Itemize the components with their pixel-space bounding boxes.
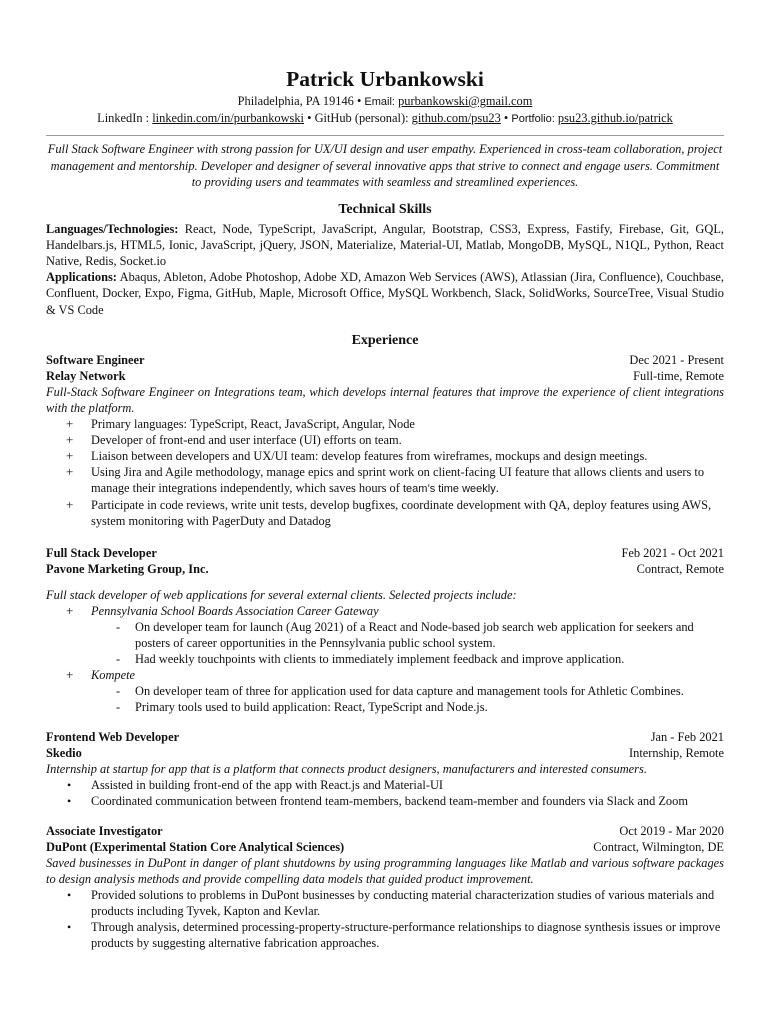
list-item: - On developer team of three for application used for data capture and management tools for Athletic Combines. <box>116 683 684 698</box>
job-description: Internship at startup for app that is a platform that connects product designers, manufacturers and interested consumers. <box>46 761 647 776</box>
job-bullets <box>46 416 724 529</box>
project-name: Pennsylvania School Boards Association Career Gateway <box>91 603 379 618</box>
job-dates: Feb 2021 - Oct 2021 <box>621 545 724 560</box>
job-bullets <box>46 887 724 951</box>
list-item: + Developer of front-end and user interface (UI) efforts on team. <box>66 431 402 447</box>
github-link[interactable]: github.com/psu23 <box>411 111 501 125</box>
languages-label: Languages/Technologies: <box>46 221 179 236</box>
bullet-marker: • <box>67 777 72 792</box>
job-type: Contract, Wilmington, DE <box>593 839 724 854</box>
candidate-name: Patrick Urbankowski <box>286 67 484 91</box>
contact-line-1 <box>46 93 724 110</box>
plus-marker: + <box>66 415 74 431</box>
divider <box>46 135 724 136</box>
time-saved: team’s time weekly <box>403 482 496 495</box>
dash-marker: - <box>116 699 121 714</box>
bullet-marker: • <box>67 919 72 934</box>
plus-marker: + <box>66 602 74 618</box>
portfolio-label: Portfolio: <box>511 113 555 125</box>
job-company: Relay Network <box>46 368 126 383</box>
applications-label: Applications: <box>46 270 117 285</box>
list-item: - Primary tools used to build application: React, TypeScript and Node.js. <box>116 699 488 714</box>
languages-line <box>46 221 724 270</box>
plus-marker: + <box>66 666 74 682</box>
separator: • <box>307 111 312 125</box>
project-details <box>46 619 724 667</box>
dash-marker: - <box>116 651 121 666</box>
plus-marker: + <box>66 496 74 512</box>
separator: • <box>503 111 509 125</box>
job-role: Frontend Web Developer <box>46 729 180 744</box>
job-entry <box>46 729 724 809</box>
dash-marker: - <box>116 683 121 698</box>
list-item: + Primary languages: TypeScript, React, JavaScript, Angular, Node <box>66 415 415 431</box>
job-dates: Jan - Feb 2021 <box>650 729 724 744</box>
email-link[interactable]: purbankowski@gmail.com <box>398 94 533 108</box>
plus-marker: + <box>66 447 74 463</box>
bullet-marker: • <box>67 887 72 902</box>
project-item <box>46 603 724 619</box>
job-entry <box>46 823 724 951</box>
list-item: - On developer team for launch (Aug 2021) of a React and Node-based job search web application for seekers and posters of career opportunities in the Pennsylvania public school system. <box>116 619 694 650</box>
portfolio-link[interactable]: psu23.github.io/patrick <box>557 111 673 125</box>
summary: Full Stack Software Engineer with strong passion for UX/UI design and user empathy. Experienced in cross-team collaboration, project management and mentorship. Developer and designer of several innovative apps that strive to connect and engage users. Commitment to providing users and teammates with seamless and streamlined experiences. <box>47 142 723 189</box>
languages-list: React, Node, TypeScript, JavaScript, Angular, Bootstrap, CSS3, Express, Fastify, Firebase, Git, GQL, Handelbars.js, HTML5, Ionic, JavaScript, jQuery, JSON, Materialize, Material-UI, Matlab, MongoDB, MySQL, N1QL, Python, React Native, Redis, Socket.io <box>46 221 724 268</box>
job-company: Skedio <box>46 745 82 760</box>
project-list <box>46 667 724 683</box>
resume-page <box>46 66 724 951</box>
job-role: Software Engineer <box>46 352 145 367</box>
job-type: Full-time, Remote <box>633 368 724 383</box>
location: Philadelphia, PA 19146 <box>237 94 354 108</box>
contact-line-2 <box>46 110 724 127</box>
list-item: + Liaison between developers and UX/UI team: develop features from wireframes, mockups and design meetings. <box>66 447 648 463</box>
experience-heading: Experience <box>351 332 419 348</box>
plus-marker: + <box>66 431 74 447</box>
list-item: • Assisted in building front-end of the app with React.js and Material-UI <box>67 777 444 792</box>
job-bullets <box>46 777 724 809</box>
applications-list: Abaqus, Ableton, Adobe Photoshop, Adobe XD, Amazon Web Services (AWS), Atlassian (Jira, Confluence), Couchbase, Confluent, Docker, Expo, Figma, GitHub, Maple, Microsoft Office, MySQL Workbench, Slack, SolidWorks, SourceTree, Visual Studio & VS Code <box>46 270 724 317</box>
job-description: Full-Stack Software Engineer on Integrations team, which develops internal features that improve the experience of client integrations with the platform. <box>46 384 724 415</box>
list-item: + Participate in code reviews, write unit tests, develop bugfixes, coordinate development with QA, deploy features using AWS, system monitoring with PagerDuty and Datadog <box>66 496 712 528</box>
list-item: • Through analysis, determined processing-property-structure-performance relationships to diagnose synthesis issues or improve products by suggesting alternative fabrication approaches. <box>67 919 721 950</box>
job-company: Pavone Marketing Group, Inc. <box>46 561 209 576</box>
job-role: Associate Investigator <box>46 823 163 838</box>
dash-marker: - <box>116 619 121 634</box>
job-description: Saved businesses in DuPont in danger of plant shutdowns by using programming languages like Matlab and various software packages to design analysis methods and provide compelling data models that guided product improvement. <box>46 855 724 886</box>
project-list <box>46 603 724 619</box>
linkedin-label: LinkedIn : <box>97 111 150 125</box>
list-item: - Had weekly touchpoints with clients to immediately implement feedback and improve application. <box>116 651 625 666</box>
job-dates: Dec 2021 - Present <box>629 352 724 367</box>
list-item: • Coordinated communication between frontend team-members, backend team-member and founders via Slack and Zoom <box>67 793 688 808</box>
project-details <box>46 683 724 715</box>
job-description: Full stack developer of web applications for several external clients. Selected projects include: <box>46 587 517 602</box>
job-type: Contract, Remote <box>636 561 724 576</box>
linkedin-link[interactable]: linkedin.com/in/purbankowski <box>152 111 305 125</box>
job-entry <box>46 352 724 529</box>
email-label: Email: <box>364 96 395 108</box>
job-type: Internship, Remote <box>629 745 724 760</box>
job-entry <box>46 545 724 715</box>
project-name: Kompete <box>91 667 136 682</box>
separator: • <box>356 94 362 108</box>
bullet-marker: • <box>67 793 72 808</box>
github-label: GitHub (personal): <box>314 111 409 125</box>
job-company: DuPont (Experimental Station Core Analytical Sciences) <box>46 839 345 854</box>
skills-heading: Technical Skills <box>338 201 432 217</box>
plus-marker: + <box>66 463 74 479</box>
list-item: + Using Jira and Agile methodology, manage epics and sprint work on client-facing UI feature that allows clients and users to manage their integrations independently, which saves hours of team’s time weekly. <box>66 463 705 495</box>
project-item <box>46 667 724 683</box>
list-item: • Provided solutions to problems in DuPont businesses by conducting material characterization studies of various materials and products including Tyvek, Kapton and Kevlar. <box>67 887 715 918</box>
applications-line <box>46 269 724 318</box>
job-role: Full Stack Developer <box>46 545 157 560</box>
job-dates: Oct 2019 - Mar 2020 <box>619 823 724 838</box>
